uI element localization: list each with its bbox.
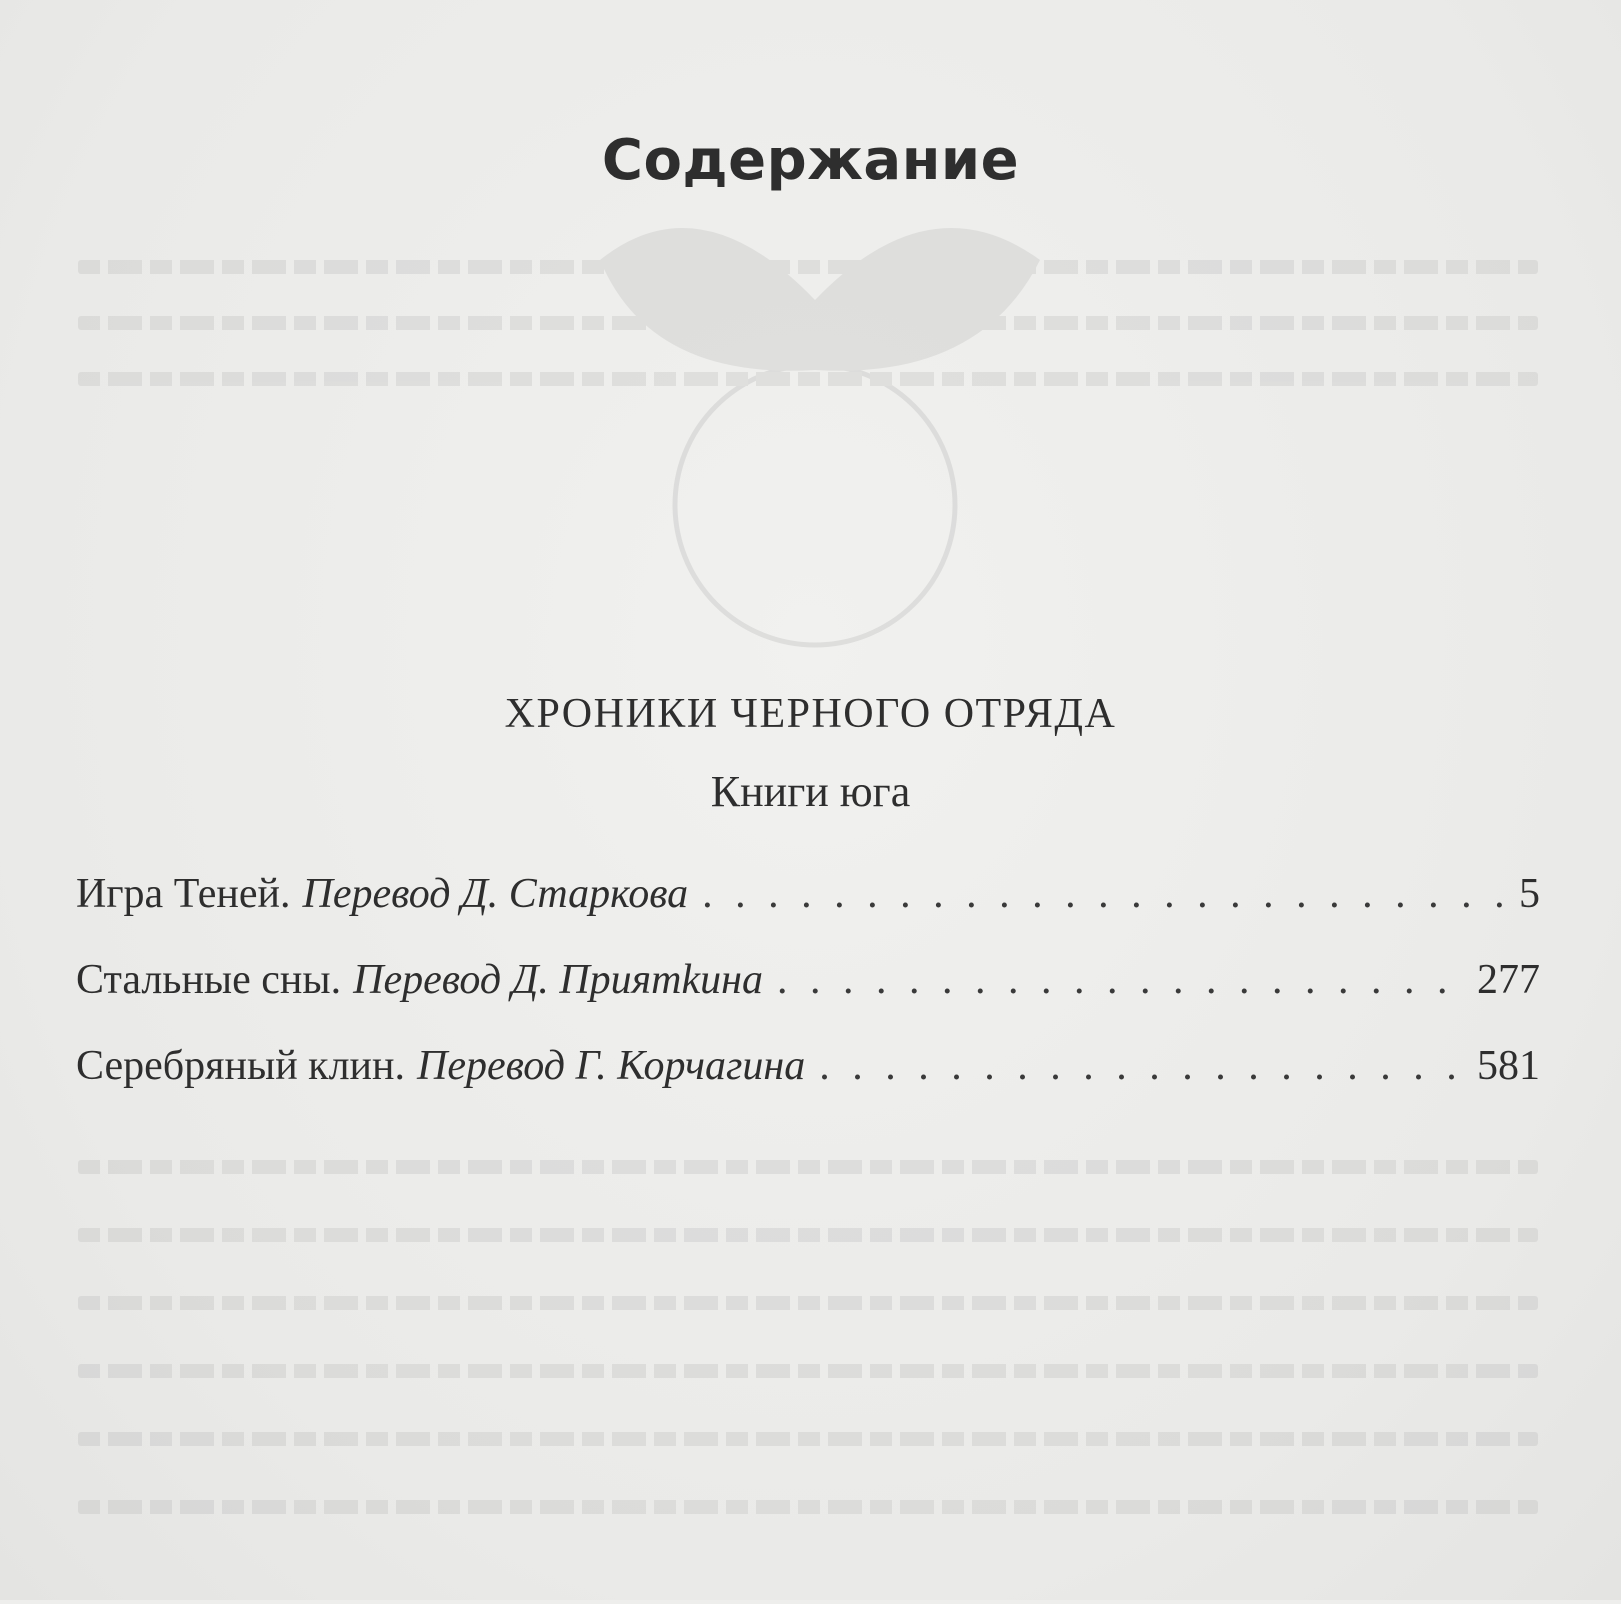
toc-entry-page: 581 xyxy=(1477,1043,1540,1089)
section-title: ХРОНИКИ ЧЕРНОГО ОТРЯДА xyxy=(504,691,1117,737)
toc-entry[interactable] xyxy=(76,1042,1540,1128)
toc-entry-title: Серебряный клин. xyxy=(76,1043,405,1089)
toc-entry-title: Игра Теней. xyxy=(76,871,291,917)
toc-entry-page: 277 xyxy=(1477,957,1540,1003)
page-title: Содержание xyxy=(601,128,1020,193)
toc-entry[interactable] xyxy=(76,956,1540,1042)
toc-entry-page: 5 xyxy=(1519,871,1540,917)
toc-entry-translator: Перевод Г. Корчагина xyxy=(417,1043,806,1089)
dot-leader xyxy=(702,870,1505,918)
toc-entry[interactable] xyxy=(76,870,1540,956)
table-of-contents xyxy=(76,870,1540,1128)
toc-entry-title: Стальные сны. xyxy=(76,957,342,1003)
section-subtitle: Книги юга xyxy=(710,767,911,816)
dot-leader xyxy=(819,1042,1463,1090)
toc-entry-translator: Перевод Д. Старкова xyxy=(302,871,689,917)
toc-entry-translator: Перевод Д. Приятkина xyxy=(353,957,763,1003)
dot-leader xyxy=(777,956,1463,1004)
